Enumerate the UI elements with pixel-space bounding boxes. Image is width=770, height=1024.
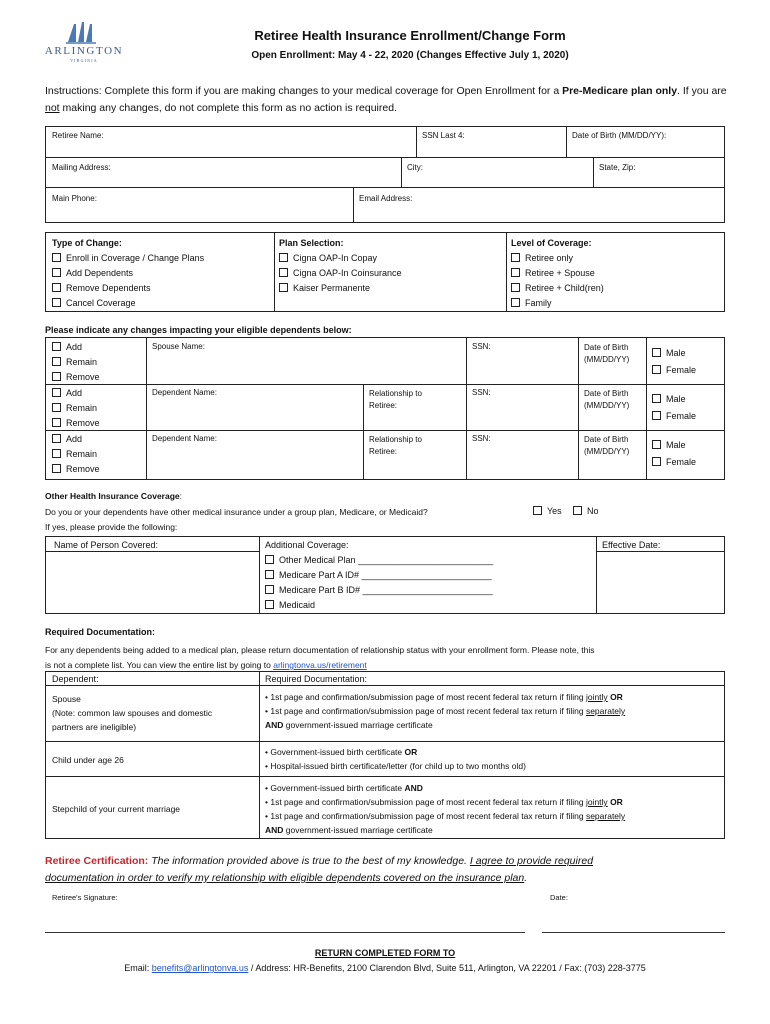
medicaid-checkbox[interactable]: Medicaid [265, 598, 493, 613]
col-required-docs: Required Documentation: [265, 674, 368, 684]
change-add-dependents-checkbox[interactable]: Add Dependents [52, 266, 204, 281]
plan-cigna-coinsurance-checkbox[interactable]: Cigna OAP-In Coinsurance [279, 266, 402, 281]
required-docs-heading: Required Documentation: [45, 627, 156, 637]
page-title: Retiree Health Insurance Enrollment/Change Form [254, 28, 566, 43]
spouse-gender-group [652, 346, 696, 378]
ssn-field[interactable]: SSN Last 4: [422, 131, 465, 140]
col-effective-date: Effective Date: [602, 540, 661, 550]
dependent1-ssn-field[interactable]: SSN: [472, 388, 491, 397]
spouse-remove-checkbox[interactable]: Remove [52, 370, 100, 385]
date-label: Date: [550, 893, 568, 902]
other-coverage-table [45, 536, 725, 614]
city-field[interactable]: City: [407, 163, 423, 172]
capitol-icon [66, 20, 98, 44]
level-retiree-only-checkbox[interactable]: Retiree only [511, 251, 604, 266]
mailing-address-field[interactable]: Mailing Address: [52, 163, 111, 172]
plan-cigna-copay-checkbox[interactable]: Cigna OAP-In Copay [279, 251, 402, 266]
other-coverage-heading: Other Health Insurance Coverage: [45, 491, 183, 501]
spouse-row-docs: • 1st page and confirmation/submission page of most recent federal tax return if filing jointly OR • 1st page and confirmation/submission page of most recent federal tax return if filing separately AND government-issued marriage certificate [265, 692, 626, 730]
coverage-selection-table [45, 232, 725, 312]
level-family-checkbox[interactable]: Family [511, 296, 604, 311]
retiree-name-field[interactable]: Retiree Name: [52, 131, 104, 140]
dependent1-name-field[interactable]: Dependent Name: [152, 388, 217, 397]
dependent2-gender-group [652, 438, 696, 470]
level-of-coverage-group [511, 236, 604, 311]
state-zip-field[interactable]: State, Zip: [599, 163, 636, 172]
signature-label: Retiree's Signature: [52, 893, 118, 902]
dependent1-relationship-field[interactable]: Relationship to Retiree: [369, 389, 422, 410]
dependent2-dob-field[interactable]: Date of Birth (MM/DD/YY) [584, 435, 630, 456]
change-enroll-checkbox[interactable]: Enroll in Coverage / Change Plans [52, 251, 204, 266]
medicare-b-checkbox[interactable]: Medicare Part B ID# __________________________ [265, 583, 493, 598]
page-subtitle: Open Enrollment: May 4 - 22, 2020 (Changes Effective July 1, 2020) [251, 50, 569, 61]
required-docs-table [45, 671, 725, 839]
other-medical-plan-checkbox[interactable]: Other Medical Plan ___________________________ [265, 553, 493, 568]
medicare-a-checkbox[interactable]: Medicare Part A ID# __________________________ [265, 568, 493, 583]
dependent2-action-group [52, 432, 100, 477]
spouse-action-group [52, 340, 100, 385]
plan-kaiser-checkbox[interactable]: Kaiser Permanente [279, 281, 402, 296]
spouse-female-checkbox[interactable]: Female [652, 363, 696, 378]
col-person-covered: Name of Person Covered: [54, 540, 159, 550]
dependent2-remain-checkbox[interactable]: Remain [52, 447, 100, 462]
dob-field[interactable]: Date of Birth (MM/DD/YY): [572, 131, 667, 140]
dependent1-remain-checkbox[interactable]: Remain [52, 401, 100, 416]
col-dependent: Dependent: [52, 674, 99, 684]
dependent2-add-checkbox[interactable]: Add [52, 432, 100, 447]
spouse-male-checkbox[interactable]: Male [652, 346, 696, 361]
spouse-add-checkbox[interactable]: Add [52, 340, 100, 355]
arlington-logo [38, 18, 130, 66]
dependent2-name-field[interactable]: Dependent Name: [152, 434, 217, 443]
logo-sub: VIRGINIA [70, 58, 98, 63]
instructions: Instructions: Complete this form if you are making changes to your medical coverage for Open Enrollment for a Pre-Medicare plan only. If you are not making any changes, do not complete this form as no action is required. [45, 85, 727, 114]
dependent2-remove-checkbox[interactable]: Remove [52, 462, 100, 477]
certification-text: Retiree Certification: The information provided above is true to the best of my knowledge. I agree to provide required documentation in order to verify my relationship with eligible dependents covered on the insurance plan. [45, 855, 594, 884]
plan-selection-heading: Plan Selection: [279, 238, 344, 248]
spouse-name-field[interactable]: Spouse Name: [152, 342, 205, 351]
type-of-change-group [52, 236, 204, 311]
logo-name: ARLINGTON [44, 45, 124, 57]
other-coverage-if-yes: If yes, please provide the following: [45, 522, 178, 532]
footer-contact: Email: benefits@arlingtonva.us / Address: HR-Benefits, 2100 Clarendon Blvd, Suite 511, Arlington, VA 22201 / Fax: (703) 228-3775 [124, 963, 646, 973]
plan-selection-group [279, 236, 402, 296]
dependent1-gender-group [652, 392, 696, 424]
level-of-coverage-heading: Level of Coverage: [511, 238, 592, 248]
spouse-dob-field[interactable]: Date of Birth (MM/DD/YY) [584, 343, 630, 364]
signature-line[interactable] [45, 932, 525, 933]
type-of-change-heading: Type of Change: [52, 238, 122, 248]
level-retiree-spouse-checkbox[interactable]: Retiree + Spouse [511, 266, 604, 281]
dependent2-male-checkbox[interactable]: Male [652, 438, 696, 453]
other-coverage-question: Do you or your dependents have other medical insurance under a group plan, Medicare, or Medicaid? [45, 507, 428, 517]
dependents-table [45, 337, 725, 480]
additional-coverage-heading: Additional Coverage: [265, 540, 349, 550]
dependent1-dob-field[interactable]: Date of Birth (MM/DD/YY) [584, 389, 630, 410]
stepchild-row-docs: • Government-issued birth certificate AND • 1st page and confirmation/submission page of most recent federal tax return if filing jointly OR • 1st page and confirmation/submission page of most recent federal tax return if filing separately AND government-issued marriage certificate [265, 783, 626, 835]
required-docs-text: For any dependents being added to a medical plan, please return documentation of relationship status with your enrollment form. Please note, this is not a complete list. You can view the entire list by going to arlingtonva.us/retirement [45, 645, 595, 670]
spouse-remain-checkbox[interactable]: Remain [52, 355, 100, 370]
spouse-row-label: Spouse (Note: common law spouses and domestic partners are ineligible) [52, 694, 213, 732]
dependent2-relationship-field[interactable]: Relationship to Retiree: [369, 435, 422, 456]
child-row-docs: • Government-issued birth certificate OR • Hospital-issued birth certificate/letter (for child up to two months old) [265, 747, 526, 771]
dependent1-action-group [52, 386, 100, 431]
dependent1-add-checkbox[interactable]: Add [52, 386, 100, 401]
retirement-link[interactable]: arlingtonva.us/retirement [273, 660, 367, 670]
email-field[interactable]: Email Address: [359, 194, 413, 203]
other-coverage-yes-checkbox[interactable]: Yes [533, 504, 562, 519]
dependent1-female-checkbox[interactable]: Female [652, 409, 696, 424]
retiree-info-table [45, 126, 725, 223]
dependent1-remove-checkbox[interactable]: Remove [52, 416, 100, 431]
dependent2-ssn-field[interactable]: SSN: [472, 434, 491, 443]
spouse-ssn-field[interactable]: SSN: [472, 342, 491, 351]
dependents-heading: Please indicate any changes impacting your eligible dependents below: [45, 325, 352, 335]
child-row-label: Child under age 26 [52, 755, 124, 765]
change-remove-dependents-checkbox[interactable]: Remove Dependents [52, 281, 204, 296]
level-retiree-children-checkbox[interactable]: Retiree + Child(ren) [511, 281, 604, 296]
dependent2-female-checkbox[interactable]: Female [652, 455, 696, 470]
benefits-email-link[interactable]: benefits@arlingtonva.us [151, 963, 249, 973]
stepchild-row-label: Stepchild of your current marriage [52, 804, 181, 814]
change-cancel-coverage-checkbox[interactable]: Cancel Coverage [52, 296, 204, 311]
other-coverage-no-checkbox[interactable]: No [573, 504, 599, 519]
additional-coverage-group [265, 538, 493, 613]
date-line[interactable] [542, 932, 725, 933]
main-phone-field[interactable]: Main Phone: [52, 194, 97, 203]
dependent1-male-checkbox[interactable]: Male [652, 392, 696, 407]
return-heading: RETURN COMPLETED FORM TO [314, 948, 456, 958]
